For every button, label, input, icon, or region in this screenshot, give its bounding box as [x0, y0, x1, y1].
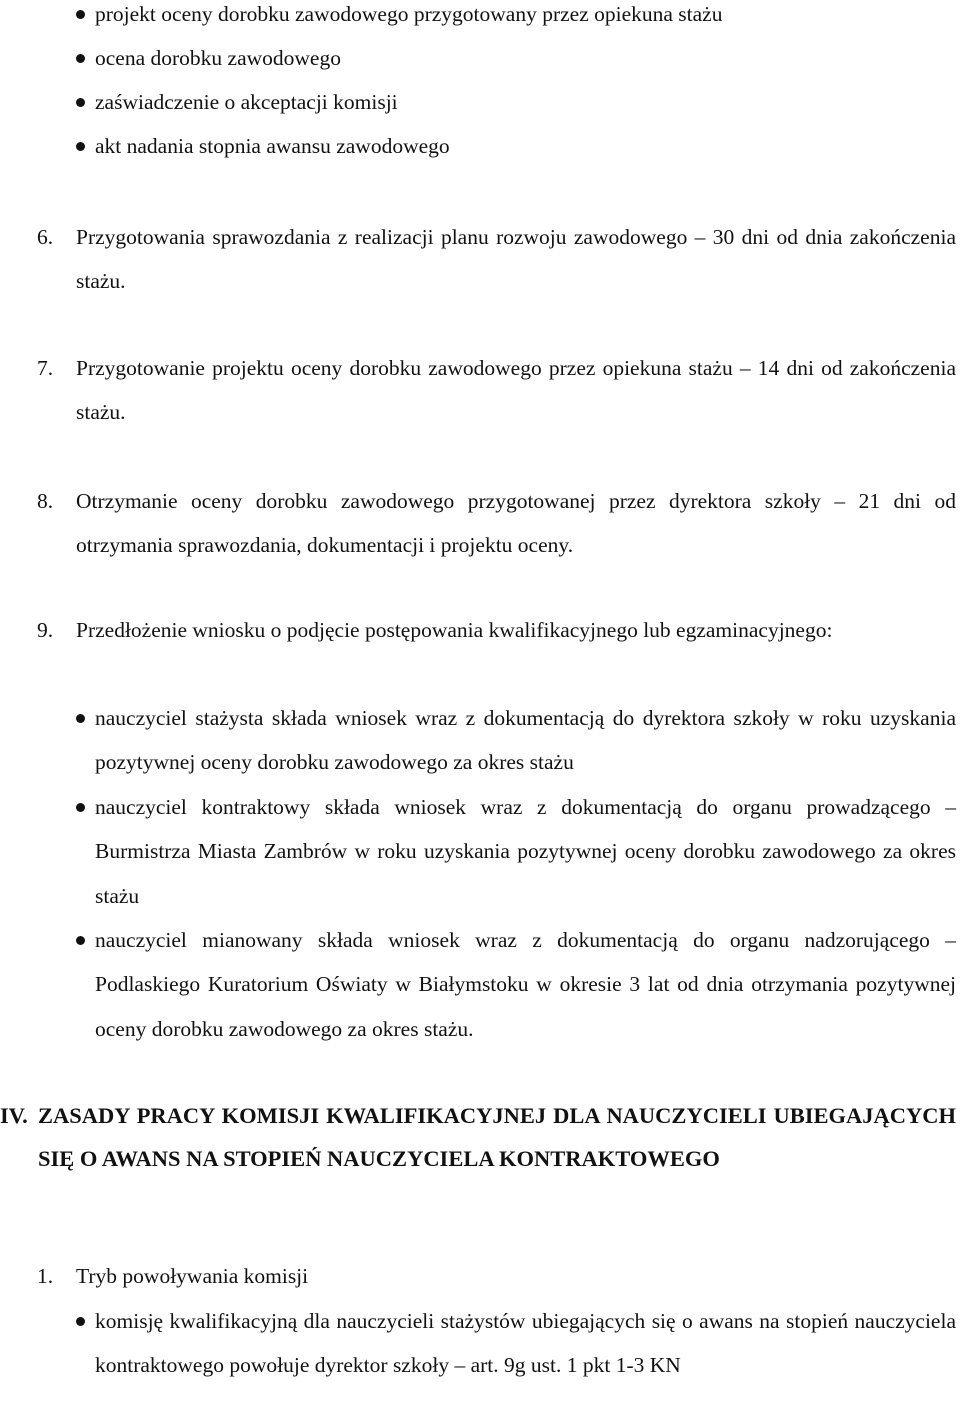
list-item: projekt oceny dorobku zawodowego przygotowany przez opiekuna stażu	[95, 2, 723, 26]
numbered-item: Przygotowania sprawozdania z realizacji planu rozwoju zawodowego – 30 dni od dnia zakończenia stażu.	[76, 225, 956, 294]
list-item: akt nadania stopnia awansu zawodowego	[95, 134, 450, 158]
item-number: 7.	[37, 356, 54, 380]
list-item: ocena dorobku zawodowego	[95, 46, 341, 70]
numbered-item: Przygotowanie projektu oceny dorobku zawodowego przez opiekuna stażu – 14 dni od zakończenia stażu.	[76, 356, 956, 425]
numbered-item: Przedłożenie wniosku o podjęcie postępowania kwalifikacyjnego lub egzaminacyjnego:	[76, 618, 833, 642]
list-item: nauczyciel stażysta składa wniosek wraz z dokumentacją do dyrektora szkoły w roku uzyskania pozytywnej oceny dorobku zawodowego za okres stażu	[95, 706, 956, 775]
section-number: IV.	[0, 1103, 28, 1128]
numbered-item: Otrzymanie oceny dorobku zawodowego przygotowanej przez dyrektora szkoły – 21 dni od otrzymania sprawozdania, dokumentacji i projektu oceny.	[76, 489, 956, 558]
bullet-icon	[76, 936, 85, 945]
list-item: nauczyciel kontraktowy składa wniosek wraz z dokumentacją do organu prowadzącego – Burmistrza Miasta Zambrów w roku uzyskania pozytywnej oceny dorobku zawodowego za okres stażu	[95, 795, 956, 908]
section-heading: ZASADY PRACY KOMISJI KWALIFIKACYJNEJ DLA NAUCZYCIELI UBIEGAJĄCYCH SIĘ O AWANS NA STOPIEŃ NAUCZYCIELA KONTRAKTOWEGO	[38, 1103, 956, 1171]
bullet-icon	[76, 54, 85, 63]
bullet-icon	[76, 803, 85, 812]
subsection-number: 1.	[37, 1264, 54, 1288]
bullet-icon	[76, 98, 85, 107]
item-number: 9.	[37, 618, 54, 642]
bullet-icon	[76, 714, 85, 723]
item-number: 8.	[37, 489, 54, 513]
bullet-icon	[76, 142, 85, 151]
list-item: nauczyciel mianowany składa wniosek wraz z dokumentacją do organu nadzorującego – Podlaskiego Kuratorium Oświaty w Białymstoku w okresie 3 lat od dnia otrzymania pozytywnej oceny dorobku zawodowego za okres stażu.	[95, 928, 956, 1041]
list-item: zaświadczenie o akceptacji komisji	[95, 90, 398, 114]
bullet-icon	[76, 10, 85, 19]
bullet-icon	[76, 1317, 85, 1326]
item-number: 6.	[37, 225, 54, 249]
list-item: komisję kwalifikacyjną dla nauczycieli stażystów ubiegających się o awans na stopień nauczyciela kontraktowego powołuje dyrektor szkoły – art. 9g ust. 1 pkt 1-3 KN	[95, 1309, 956, 1378]
subsection-title: Tryb powoływania komisji	[76, 1264, 309, 1288]
